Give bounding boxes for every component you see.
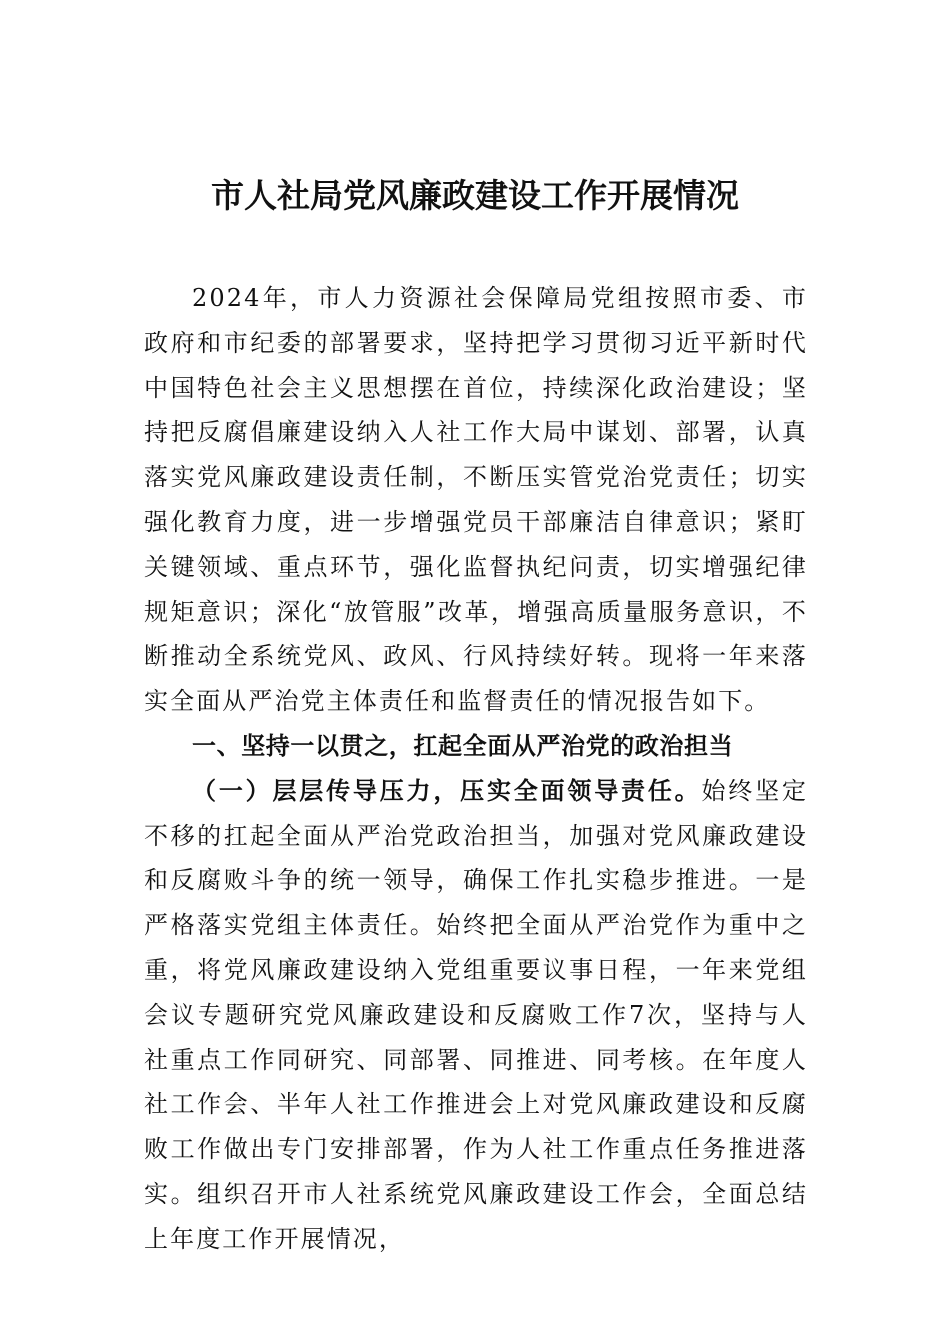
subsection-heading: （一）层层传导压力，压实全面领导责任。 [192,775,702,805]
document-body [144,276,808,1262]
document-title: 市人社局党风廉政建设工作开展情况 [211,176,739,215]
subsection-paragraph [144,769,808,1262]
subsection-body: 始终坚定不移的扛起全面从严治党政治担当，加强对党风廉政建设和反腐败斗争的统一领导，确保工作扎实稳步推进。一是严格落实党组主体责任。始终把全面从严治党作为重中之重，将党风廉政建设纳入党组重要议事日程，一年来党组会议专题研究党风廉政建设和反腐败工作7次，坚持与人社重点工作同研究、同部署、同推进、同考核。在年度人社工作会、半年人社工作推进会上对党风廉政建设和反腐败工作做出专门安排部署，作为人社工作重点任务推进落实。组织召开市人社系统党风廉政建设工作会，全面总结上年度工作开展情况， [144,776,808,1253]
intro-paragraph: 2024年，市人力资源社会保障局党组按照市委、市政府和市纪委的部署要求，坚持把学习贯彻习近平新时代中国特色社会主义思想摆在首位，持续深化政治建设；坚持把反腐倡廉建设纳入人社工作大局中谋划、部署，认真落实党风廉政建设责任制，不断压实管党治党责任；切实强化教育力度，进一步增强党员干部廉洁自律意识；紧盯关键领域、重点环节，强化监督执纪问责，切实增强纪律规矩意识；深化“放管服”改革，增强高质量服务意识，不断推动全系统党风、政风、行风持续好转。现将一年来落实全面从严治党主体责任和监督责任的情况报告如下。 [144,284,808,716]
section-heading: 一、坚持一以贯之，扛起全面从严治党的政治担当 [192,731,734,760]
